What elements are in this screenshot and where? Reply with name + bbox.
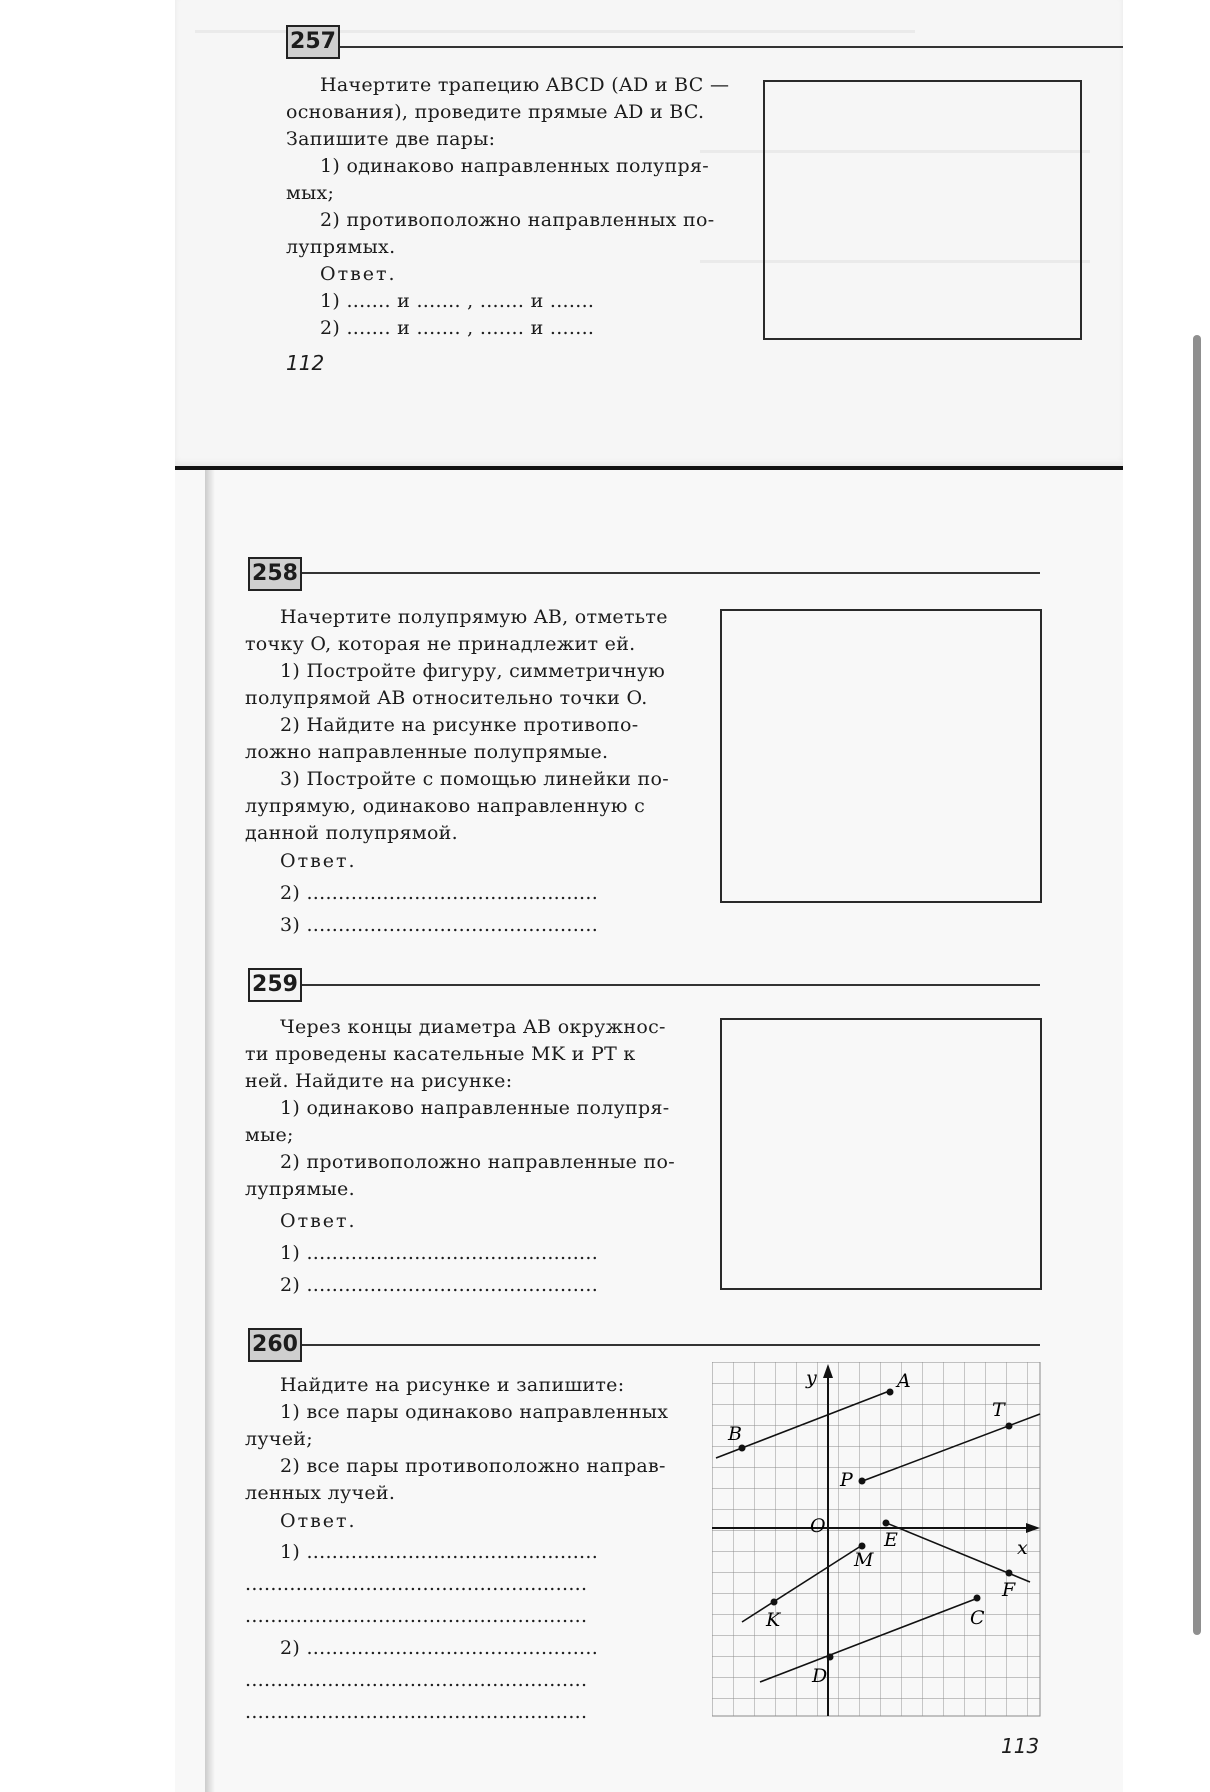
label-T: T [992,1399,1005,1421]
point-K [771,1599,778,1606]
drawing-frame [763,80,1082,340]
point-C [974,1595,981,1602]
answer-dots: ...................................................... [245,1605,588,1627]
problem-number-259: 259 [248,968,302,1002]
problem-259-text: 2) противоположно направленные по- [280,1151,675,1173]
problem-258-text: полупрямой AB относительно точки O. [245,687,648,709]
label-D: D [812,1665,828,1687]
problem-259-text: Через концы диаметра AB окружнос- [280,1016,666,1038]
problem-260-text: 1) все пары одинаково направленных [280,1401,669,1423]
point-D [827,1654,834,1661]
problem-number-257: 257 [286,25,340,59]
problem-260-text: лучей; [245,1428,313,1450]
problem-258-text: Начертите полупрямую AB, отметьте [280,606,668,628]
drawing-frame [720,609,1042,903]
label-K: K [766,1609,781,1631]
answer-line: 1) .............................................. [280,1541,599,1563]
header-rule [302,1344,1040,1346]
problem-number-260: 260 [248,1328,302,1362]
label-A: A [897,1370,911,1392]
answer-label: Ответ. [320,263,397,285]
answer-line: 2) ....... и ....... , ....... и ....... [320,317,595,339]
answer-line: 2) .............................................. [280,1274,599,1296]
point-F [1006,1570,1013,1577]
label-C: C [970,1607,985,1629]
answer-line: 2) .............................................. [280,882,599,904]
problem-258-text: 3) Постройте с помощью линейки по- [280,768,669,790]
problem-257-text: Начертите трапецию ABCD (AD и BC — [320,74,730,96]
coordinate-grid-figure [712,1362,1042,1718]
problem-260-text: Найдите на рисунке и запишите: [280,1374,625,1396]
header-rule [302,572,1040,574]
answer-dots: ...................................................... [245,1701,588,1723]
label-x: x [1017,1537,1028,1559]
answer-line: 3) .............................................. [280,914,599,936]
problem-258-text: ложно направленные полупрямые. [245,741,609,763]
label-y: y [806,1367,817,1389]
problem-257-text: мых; [286,182,335,204]
page-number: 113 [1001,1734,1040,1758]
problem-257-text: Запишите две пары: [286,128,496,150]
problem-260-text: ленных лучей. [245,1482,396,1504]
problem-258-text: данной полупрямой. [245,822,458,844]
point-E [883,1520,890,1527]
point-B [739,1445,746,1452]
label-E: E [884,1529,898,1551]
answer-dots: ...................................................... [245,1669,588,1691]
problem-257-text: 2) противоположно направленных по- [320,209,715,231]
header-rule [302,984,1040,986]
grid-paper [712,1362,1040,1716]
problem-258-text: 1) Постройте фигуру, симметричную [280,660,666,682]
label-P: P [840,1469,853,1491]
header-rule [340,46,1123,48]
label-F: F [1002,1579,1016,1601]
label-O: O [810,1515,826,1537]
problem-259-text: 1) одинаково направленные полупря- [280,1097,670,1119]
problem-259-text: ти проведены касательные MK и PT к [245,1043,636,1065]
problem-260-text: 2) все пары противоположно направ- [280,1455,666,1477]
answer-line: 1) ....... и ....... , ....... и ....... [320,290,595,312]
problem-259-text: мые; [245,1124,294,1146]
problem-257-text: лупрямых. [286,236,396,258]
problem-258-text: 2) Найдите на рисунке противопо- [280,714,639,736]
point-A [887,1389,894,1396]
point-P [859,1478,866,1485]
point-T [1006,1423,1013,1430]
scrollbar[interactable] [1193,335,1201,1635]
answer-label: Ответ. [280,1510,357,1532]
answer-label: Ответ. [280,850,357,872]
answer-line: 2) .............................................. [280,1637,599,1659]
answer-line: 1) .............................................. [280,1242,599,1264]
problem-257-text: 1) одинаково направленных полупря- [320,155,709,177]
answer-dots: ...................................................... [245,1573,588,1595]
binding-shadow [205,470,215,1792]
label-B: B [728,1423,742,1445]
label-M: M [854,1549,874,1571]
drawing-frame [720,1018,1042,1290]
problem-number-258: 258 [248,557,302,591]
problem-258-text: лупрямую, одинаково направленную с [245,795,646,817]
problem-258-text: точку O, которая не принадлежит ей. [245,633,636,655]
problem-259-text: лупрямые. [245,1178,355,1200]
page-number: 112 [286,351,325,375]
problem-259-text: ней. Найдите на рисунке: [245,1070,513,1092]
answer-label: Ответ. [280,1210,357,1232]
problem-257-text: основания), проведите прямые AD и BC. [286,101,705,123]
